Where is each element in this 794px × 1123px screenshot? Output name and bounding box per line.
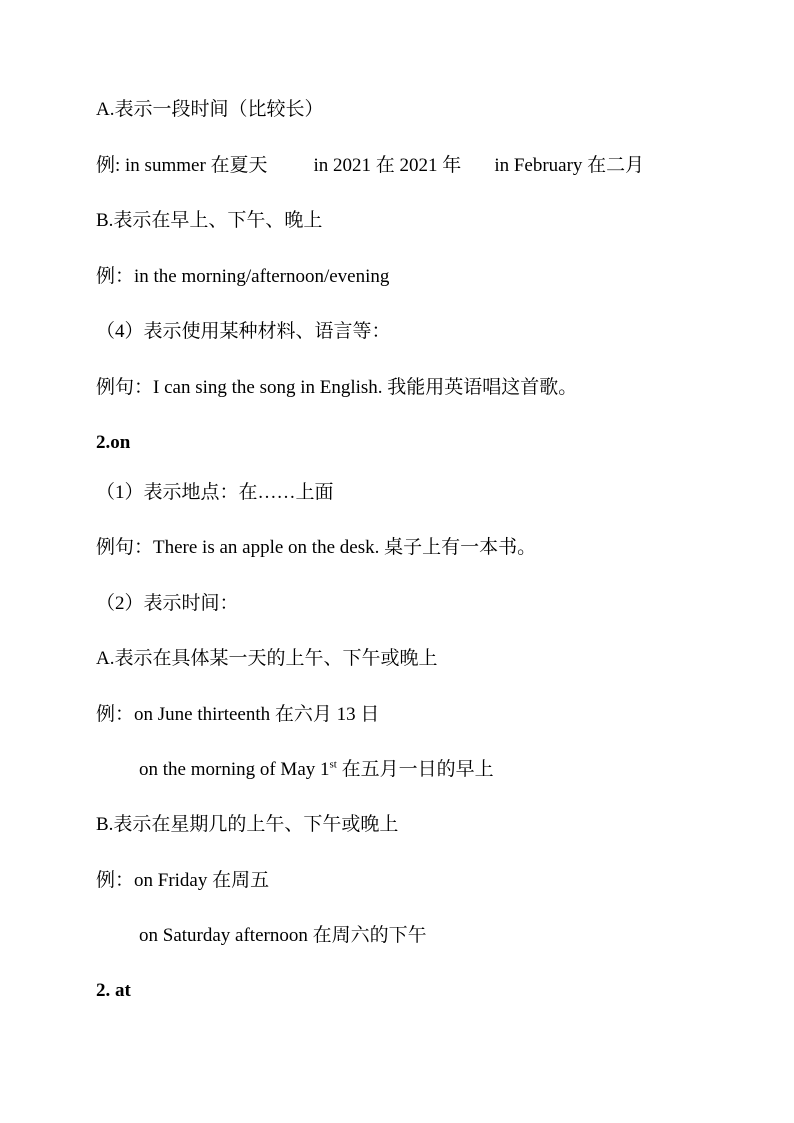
example-sentence-desk: 例句：There is an apple on the desk. 桌子上有一本书。 [96, 537, 537, 558]
on-point-1-heading: （1）表示地点：在……上面 [96, 482, 334, 503]
example-sentence-english: 例句：I can sing the song in English. 我能用英语唱这首歌。 [96, 377, 578, 398]
example-prefix: 例: [96, 155, 126, 176]
ordinal-suffix: st [329, 758, 337, 771]
example-may-first-text: on the morning of May 1 [139, 759, 330, 780]
example-may-first [139, 758, 494, 782]
example-morning-afternoon-evening: 例：in the morning/afternoon/evening [96, 266, 390, 287]
on-section-a-heading: A.表示在具体某一天的上午、下午或晚上 [96, 648, 438, 669]
on-point-2-heading: （2）表示时间： [96, 593, 239, 614]
section-on-title: 2.on [96, 432, 131, 453]
section-a-heading: A.表示一段时间（比较长） [96, 99, 324, 120]
example-line-in-time [96, 154, 644, 178]
example-may-first-translation: 在五月一日的早上 [336, 759, 494, 780]
section-at-title: 2. at [96, 980, 131, 1001]
example-friday: 例：on Friday 在周五 [96, 870, 270, 891]
example-saturday-afternoon: on Saturday afternoon 在周六的下午 [139, 925, 427, 946]
point-4-heading: （4）表示使用某种材料、语言等： [96, 321, 391, 342]
on-section-b-heading: B.表示在星期几的上午、下午或晚上 [96, 814, 399, 835]
example-in-february: in February 在二月 [494, 155, 645, 176]
section-b-heading: B.表示在早上、下午、晚上 [96, 210, 323, 231]
example-in-2021: in 2021 在 2021 年 [313, 155, 462, 176]
example-in-summer: in summer 在夏天 [125, 155, 268, 176]
example-june-thirteenth: 例：on June thirteenth 在六月 13 日 [96, 704, 380, 725]
